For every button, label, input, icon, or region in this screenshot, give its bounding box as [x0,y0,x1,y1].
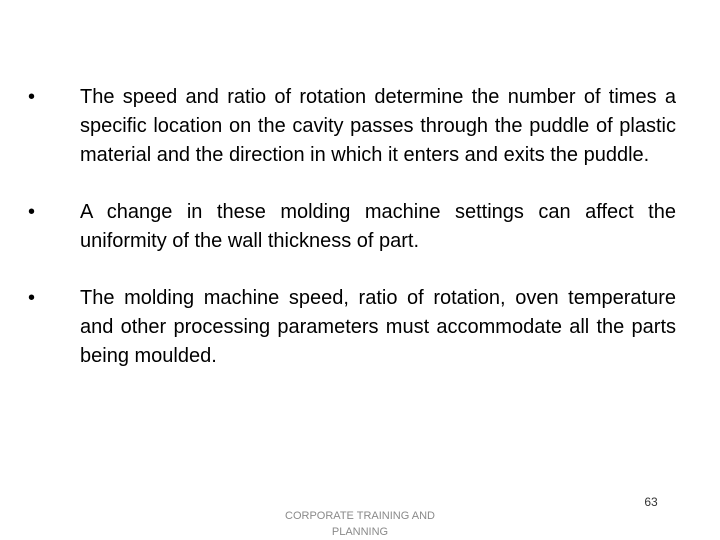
bullet-item [28,284,676,371]
bullet-item [28,198,676,256]
bullet-item [28,83,676,170]
bullet-text: A change in these molding machine settings can affect the uniformity of the wall thickness of part. [80,201,676,252]
bullet-list [28,83,676,399]
bullet-icon: • [28,201,36,223]
footer-text: CORPORATE TRAINING AND PLANNING [285,510,435,538]
page-number: 63 [644,495,658,509]
bullet-icon: • [28,287,36,309]
bullet-text: The molding machine speed, ratio of rotation, oven temperature and other processing parameters must accommodate all the parts being moulded. [80,287,676,367]
bullet-icon: • [28,86,36,108]
bullet-text: The speed and ratio of rotation determine the number of times a specific location on the cavity passes through the puddle of plastic material and the direction in which it enters and exits the puddle. [80,86,676,166]
